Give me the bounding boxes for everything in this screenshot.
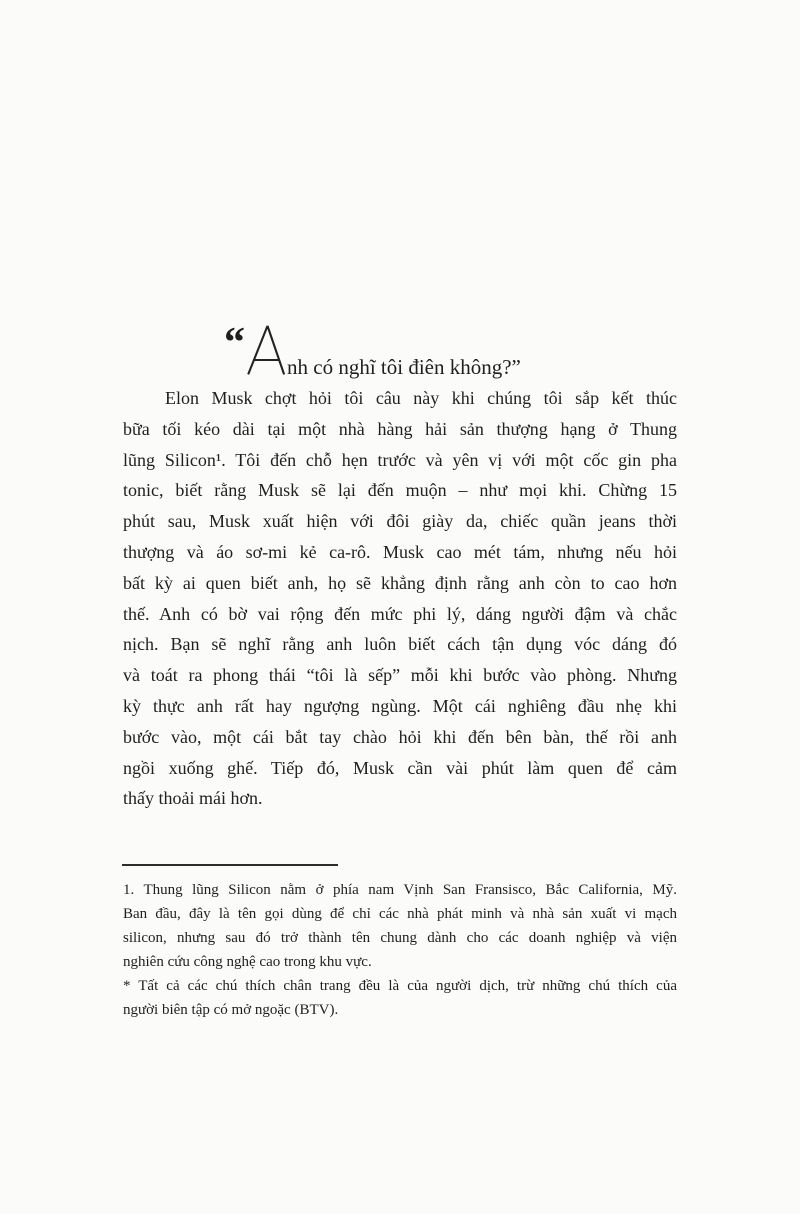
footnote-asterisk (123, 974, 677, 1022)
footnotes (123, 878, 677, 1022)
text-line: ngồi xuống ghế. Tiếp đó, Musk cần vài phút làm quen để cảm (123, 757, 677, 778)
opening-line (123, 322, 677, 380)
body-paragraph (123, 383, 677, 814)
text-line: nghiên cứu công nghệ cao trong khu vực. (123, 954, 372, 970)
footnote-divider (122, 864, 338, 866)
text-line: tonic, biết rằng Musk sẽ lại đến muộn – như mọi khi. Chừng 15 (123, 480, 677, 501)
text-line: nịch. Bạn sẽ nghĩ rằng anh luôn biết cách tận dụng vóc dáng đó (123, 634, 677, 655)
drop-cap (247, 325, 285, 375)
text-line: kỳ thực anh rất hay ngượng ngùng. Một cái nghiêng đầu nhẹ khi (123, 695, 677, 716)
text-line: * Tất cả các chú thích chân trang đều là của người dịch, trừ những chú thích của (123, 978, 677, 994)
text-line: lũng Silicon¹. Tôi đến chỗ hẹn trước và yên vị với một cốc gin pha (123, 449, 677, 470)
text-line: bất kỳ ai quen biết anh, họ sẽ khẳng định rằng anh còn to cao hơn (123, 572, 677, 593)
opening-text: nh có nghĩ tôi điên không?” (287, 355, 521, 379)
text-line: silicon, nhưng sau đó trở thành tên chung dành cho các doanh nghiệp và viện (123, 930, 677, 946)
text-line: Ban đầu, đây là tên gọi dùng để chỉ các nhà phát minh và nhà sản xuất vi mạch (123, 906, 677, 922)
text-line: thấy thoải mái hơn. (123, 788, 263, 809)
text-line: bữa tối kéo dài tại một nhà hàng hải sản thượng hạng ở Thung (123, 418, 677, 439)
text-line: thế. Anh có bờ vai rộng đến mức phi lý, dáng người đậm và chắc (123, 603, 677, 624)
text-line: người biên tập có mở ngoặc (BTV). (123, 1002, 339, 1018)
text-line: Elon Musk chợt hỏi tôi câu này khi chúng tôi sắp kết thúc (165, 388, 677, 408)
text-line: phút sau, Musk xuất hiện với đôi giày da, chiếc quần jeans thời (123, 511, 677, 532)
open-quote-mark: “ (224, 320, 243, 366)
text-line: bước vào, một cái bắt tay chào hỏi khi đến bên bàn, thế rồi anh (123, 726, 677, 747)
text-line: 1. Thung lũng Silicon nằm ở phía nam Vịnh San Fransisco, Bắc California, Mỹ. (123, 882, 677, 898)
text-line: và toát ra phong thái “tôi là sếp” mỗi khi bước vào phòng. Nhưng (123, 665, 677, 686)
footnote-1 (123, 878, 677, 974)
text-line: thượng và áo sơ-mi kẻ ca-rô. Musk cao mét tám, nhưng nếu hỏi (123, 541, 677, 562)
